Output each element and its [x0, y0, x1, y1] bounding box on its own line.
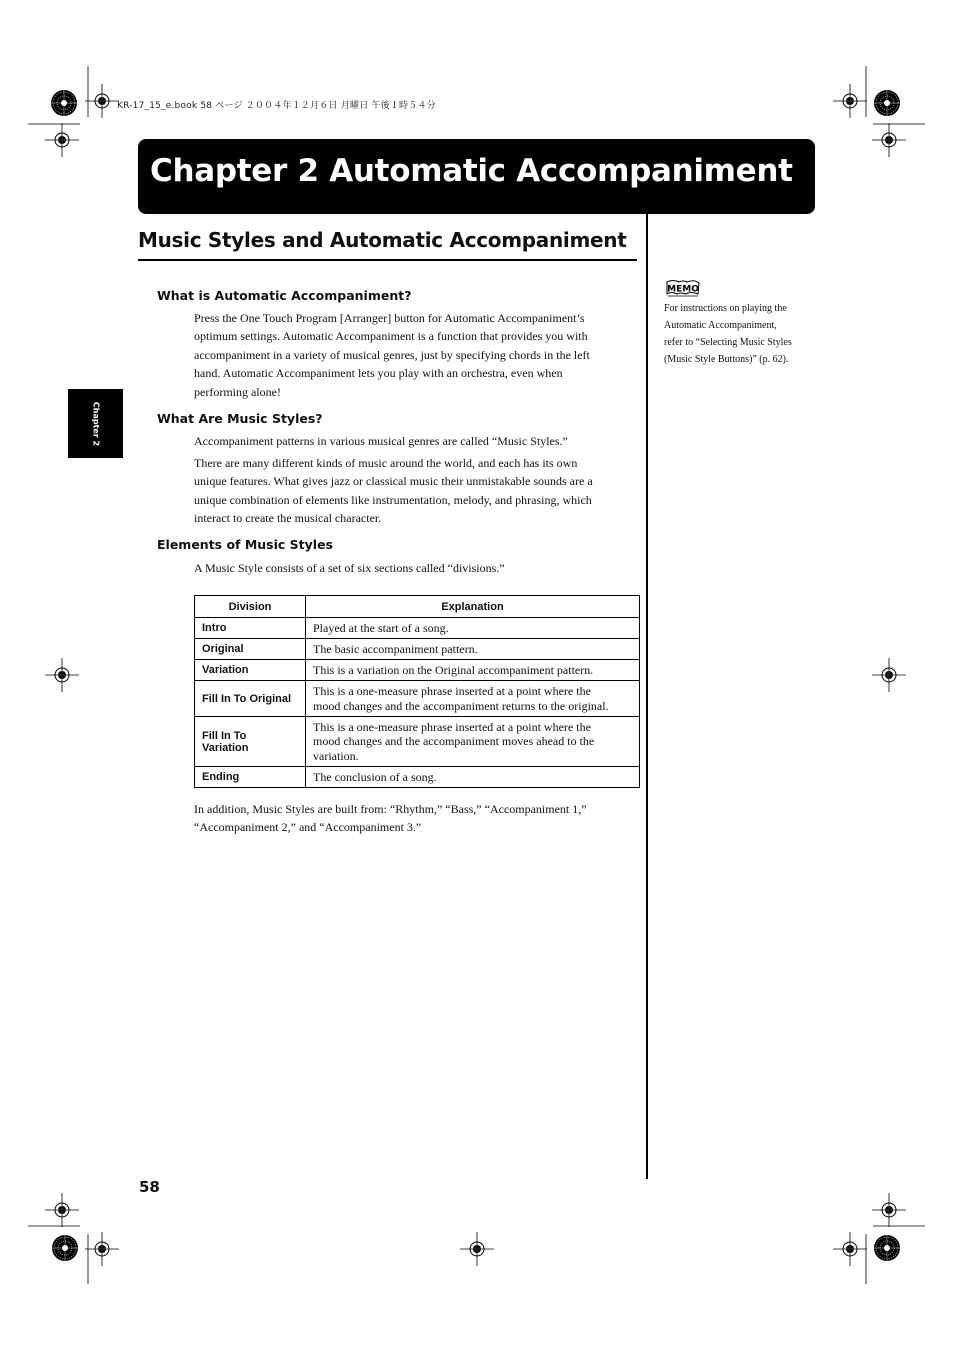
text-line: Press the One Touch Program [Arranger] button for Automatic Accompaniment’s: [194, 311, 585, 325]
text-line: There are many different kinds of music around the world, and each has its own: [194, 456, 578, 470]
text-line: interact to create the musical character.: [194, 511, 382, 526]
paragraph-what-is: [194, 309, 634, 401]
division-cell: Fill In To Original: [195, 681, 306, 717]
column-header-division: Division: [195, 596, 306, 618]
heading-elements-of-music-styles: Elements of Music Styles: [157, 537, 334, 552]
paragraph-elements-outro: [194, 800, 634, 837]
paragraph-elements-intro: A Music Style consists of a set of six sections called “divisions.”: [194, 561, 505, 575]
explanation-cell: This is a variation on the Original accompaniment pattern.: [306, 660, 640, 681]
text-line: performing alone!: [194, 384, 281, 399]
explanation-cell: This is a one-measure phrase inserted at a point where the mood changes and the accompaniment moves ahead to the variation.: [306, 717, 640, 767]
page-number: 58: [139, 1178, 160, 1196]
column-header-explanation: Explanation: [306, 596, 640, 618]
explanation-cell: This is a one-measure phrase inserted at a point where the mood changes and the accompaniment returns to the original.: [306, 681, 640, 717]
chapter-banner: [138, 139, 815, 214]
division-cell: Ending: [195, 767, 306, 788]
table-row: [195, 717, 640, 767]
heading-what-are-music-styles: What Are Music Styles?: [157, 411, 323, 426]
paragraph-music-styles: [194, 454, 634, 528]
section-title: Music Styles and Automatic Accompaniment: [138, 228, 637, 261]
table-row: [195, 660, 640, 681]
explanation-cell: The conclusion of a song.: [306, 767, 640, 788]
text-line: refer to “Selecting Music Styles: [664, 337, 792, 348]
table-row: [195, 618, 640, 639]
chapter-side-tab: [68, 389, 123, 458]
text-line: accompaniment in a variety of musical genres, just by specifying chords in the left: [194, 347, 590, 362]
division-cell: Fill In To Variation: [195, 717, 306, 767]
explanation-cell: Played at the start of a song.: [306, 618, 640, 639]
text-line: For instructions on playing the: [664, 303, 787, 314]
heading-what-is-automatic-accompaniment: What is Automatic Accompaniment?: [157, 288, 412, 303]
table-row: [195, 639, 640, 660]
text-line: unique combination of elements like instrumentation, melody, and phrasing, which: [194, 492, 592, 507]
text-line: hand. Automatic Accompaniment lets you play with an orchestra, even when: [194, 366, 563, 381]
divisions-table: [194, 595, 640, 788]
memo-note: [664, 300, 814, 368]
text-line: optimum settings. Automatic Accompaniment is a function that provides you with: [194, 329, 588, 344]
memo-icon: [665, 279, 701, 298]
division-cell: Intro: [195, 618, 306, 639]
memo-icon-label: MEMO: [667, 284, 699, 295]
division-cell: Variation: [195, 660, 306, 681]
division-cell: Original: [195, 639, 306, 660]
print-slug: KR-17_15_e.book 58 ページ ２００４年１２月６日 月曜日 午後１時５４分: [117, 101, 436, 111]
table-header-row: [195, 596, 640, 618]
text-line: unique features. What gives jazz or classical music their unmistakable sounds are a: [194, 474, 593, 489]
explanation-cell: The basic accompaniment pattern.: [306, 639, 640, 660]
chapter-title: Chapter 2 Automatic Accompaniment: [150, 153, 793, 189]
table-row: [195, 681, 640, 717]
text-line: In addition, Music Styles are built from: “Rhythm,” “Bass,” “Accompaniment 1,”: [194, 802, 587, 816]
paragraph-music-styles-intro: Accompaniment patterns in various musical genres are called “Music Styles.”: [194, 434, 568, 448]
column-divider: [646, 214, 648, 1179]
text-line: (Music Style Buttons)” (p. 62).: [664, 354, 789, 365]
text-line: Automatic Accompaniment,: [664, 320, 777, 331]
chapter-tab-label: Chapter 2: [91, 401, 100, 446]
table-row: [195, 767, 640, 788]
text-line: “Accompaniment 2,” and “Accompaniment 3.”: [194, 820, 422, 835]
